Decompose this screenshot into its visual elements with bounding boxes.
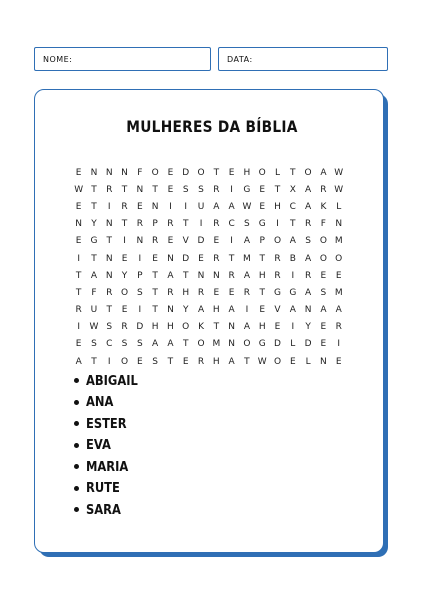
grid-letter: G <box>243 184 251 195</box>
grid-letter: O <box>197 339 205 350</box>
grid-letter: A <box>320 167 327 178</box>
grid-letter: A <box>152 339 159 350</box>
grid-letter: O <box>120 356 129 367</box>
grid-letter: E <box>121 305 128 316</box>
grid-letter: E <box>121 253 128 264</box>
grid-row <box>71 250 346 267</box>
grid-letter: A <box>320 305 327 316</box>
grid-letter: I <box>291 322 295 333</box>
grid-letter: R <box>152 236 159 247</box>
grid-letter: D <box>197 236 205 247</box>
grid-letter: E <box>335 356 342 367</box>
grid-letter: T <box>213 322 220 333</box>
grid-letter: R <box>335 322 342 333</box>
grid-letter: E <box>213 236 220 247</box>
name-field[interactable] <box>34 47 211 71</box>
grid-letter: D <box>304 339 312 350</box>
grid-letter: K <box>320 201 327 212</box>
grid-letter: N <box>228 322 235 333</box>
grid-letter: I <box>184 201 188 212</box>
grid-letter: O <box>258 167 266 178</box>
grid-letter: S <box>121 339 128 350</box>
grid-letter: R <box>304 270 312 281</box>
word-label: MARIA <box>86 458 129 475</box>
grid-letter: T <box>91 201 97 212</box>
grid-letter: A <box>228 356 235 367</box>
grid-letter: T <box>182 219 189 230</box>
grid-letter: U <box>90 305 98 316</box>
grid-letter: R <box>197 356 205 367</box>
grid-letter: E <box>75 201 82 212</box>
grid-letter: T <box>213 167 220 178</box>
grid-letter: E <box>152 253 158 264</box>
grid-letter: A <box>228 201 235 212</box>
grid-letter: R <box>243 287 251 298</box>
grid-letter: G <box>258 339 266 350</box>
grid-letter: E <box>136 356 143 367</box>
grid-letter: A <box>305 253 312 264</box>
grid-letter: A <box>305 184 312 195</box>
grid-letter: I <box>230 184 233 195</box>
grid-letter: N <box>167 253 174 264</box>
grid-letter: T <box>91 356 97 367</box>
grid-letter: H <box>167 322 174 333</box>
grid-letter: M <box>334 236 343 247</box>
grid-row <box>71 302 346 319</box>
date-field[interactable] <box>218 47 388 71</box>
grid-letter: E <box>182 356 189 367</box>
grid-letter: H <box>151 322 159 333</box>
word-list-item <box>74 413 147 435</box>
grid-letter: O <box>335 253 343 264</box>
word-label: EVA <box>86 437 111 454</box>
grid-letter: N <box>105 219 113 230</box>
grid-letter: T <box>75 270 82 281</box>
grid-letter: W <box>334 167 344 178</box>
grid-letter: A <box>167 339 174 350</box>
grid-letter: V <box>182 236 189 247</box>
grid-row <box>71 319 346 336</box>
grid-letter: I <box>169 201 172 212</box>
grid-letter: O <box>243 339 251 350</box>
grid-letter: S <box>305 236 311 247</box>
grid-letter: S <box>198 184 204 195</box>
grid-letter: S <box>91 339 97 350</box>
grid-letter: G <box>90 236 98 247</box>
grid-letter: P <box>259 236 265 247</box>
grid-letter: H <box>182 287 190 298</box>
grid-letter: D <box>136 322 144 333</box>
grid-letter: T <box>121 184 128 195</box>
name-label: NOME: <box>43 54 73 64</box>
grid-letter: A <box>243 236 250 247</box>
grid-letter: H <box>212 356 220 367</box>
grid-letter: T <box>290 167 296 178</box>
grid-letter: I <box>291 270 295 281</box>
grid-letter: R <box>213 219 220 230</box>
grid-letter: O <box>319 236 327 247</box>
grid-letter: I <box>245 305 249 316</box>
grid-letter: R <box>106 184 113 195</box>
grid-letter: T <box>91 253 97 264</box>
grid-letter: I <box>276 219 279 230</box>
grid-letter: D <box>274 339 281 350</box>
grid-letter: N <box>304 305 312 316</box>
grid-letter: W <box>242 201 252 212</box>
grid-letter: E <box>75 167 82 178</box>
grid-row <box>71 198 346 215</box>
grid-letter: P <box>152 219 158 230</box>
grid-letter: T <box>152 287 158 298</box>
grid-row <box>71 233 346 250</box>
grid-letter: W <box>257 356 267 367</box>
bullet-icon <box>74 507 79 512</box>
grid-letter: M <box>243 253 251 264</box>
grid-letter: M <box>334 287 343 298</box>
grid-letter: W <box>334 184 344 195</box>
bullet-icon <box>74 378 79 383</box>
grid-letter: T <box>152 270 158 281</box>
grid-row <box>71 353 346 370</box>
grid-letter: H <box>258 270 266 281</box>
grid-letter: F <box>137 167 143 178</box>
grid-letter: S <box>320 287 327 298</box>
grid-letter: W <box>89 322 99 333</box>
grid-letter: R <box>274 270 281 281</box>
grid-letter: X <box>289 184 296 195</box>
grid-letter: E <box>335 270 342 281</box>
grid-letter: H <box>243 167 251 178</box>
grid-letter: E <box>289 356 296 367</box>
grid-letter: O <box>120 287 129 298</box>
word-label: ABIGAIL <box>86 372 138 389</box>
grid-letter: A <box>335 305 342 316</box>
grid-letter: U <box>197 201 205 212</box>
word-list-item <box>74 392 147 414</box>
grid-letter: O <box>304 167 312 178</box>
grid-letter: N <box>105 167 113 178</box>
grid-letter: P <box>137 270 143 281</box>
grid-letter: T <box>106 236 112 247</box>
grid-letter: N <box>136 236 144 247</box>
word-list-item <box>74 456 147 478</box>
grid-letter: A <box>305 201 312 212</box>
grid-letter: I <box>123 236 126 247</box>
grid-letter: T <box>182 339 189 350</box>
grid-letter: T <box>167 356 174 367</box>
grid-letter: O <box>182 322 190 333</box>
grid-letter: G <box>274 287 281 298</box>
grid-letter: O <box>273 236 282 247</box>
bullet-icon <box>74 486 79 491</box>
grid-letter: E <box>228 167 235 178</box>
grid-letter: N <box>335 219 343 230</box>
grid-letter: D <box>182 253 190 264</box>
grid-letter: R <box>136 219 143 230</box>
grid-letter: R <box>75 305 82 316</box>
grid-letter: E <box>274 322 281 333</box>
grid-letter: S <box>136 339 143 350</box>
grid-letter: T <box>228 253 235 264</box>
grid-letter: N <box>167 305 174 316</box>
grid-letter: K <box>198 322 204 333</box>
grid-letter: T <box>152 184 158 195</box>
grid-letter: I <box>77 253 80 264</box>
grid-letter: O <box>319 253 327 264</box>
word-list-item <box>74 370 147 392</box>
grid-letter: Y <box>305 322 311 333</box>
grid-letter: L <box>336 201 342 212</box>
grid-letter: R <box>106 287 113 298</box>
grid-letter: T <box>182 270 189 281</box>
grid-row <box>71 284 346 301</box>
grid-row <box>71 336 346 353</box>
grid-letter: N <box>136 184 144 195</box>
word-list-item <box>74 435 147 457</box>
grid-letter: E <box>167 167 174 178</box>
word-list <box>74 370 147 521</box>
grid-letter: A <box>243 270 250 281</box>
grid-letter: N <box>228 339 235 350</box>
grid-letter: D <box>182 167 190 178</box>
grid-letter: A <box>213 201 220 212</box>
date-label: DATA: <box>227 54 253 64</box>
grid-letter: I <box>77 322 80 333</box>
grid-letter: L <box>290 339 296 350</box>
letter-grid <box>71 164 346 370</box>
bullet-icon <box>74 443 79 448</box>
grid-letter: N <box>90 167 98 178</box>
grid-letter: S <box>244 219 250 230</box>
grid-letter: A <box>75 356 82 367</box>
grid-letter: E <box>75 339 82 350</box>
word-label: ANA <box>86 394 114 411</box>
grid-letter: V <box>274 305 281 316</box>
grid-letter: F <box>320 219 326 230</box>
grid-letter: N <box>75 219 83 230</box>
grid-letter: E <box>213 287 220 298</box>
grid-letter: R <box>274 253 281 264</box>
grid-letter: E <box>167 184 174 195</box>
grid-letter: S <box>182 184 189 195</box>
grid-letter: S <box>106 322 113 333</box>
grid-letter: R <box>121 322 128 333</box>
grid-letter: I <box>107 356 111 367</box>
grid-letter: N <box>105 270 113 281</box>
grid-letter: I <box>138 253 142 264</box>
bullet-icon <box>74 421 79 426</box>
grid-letter: I <box>337 339 341 350</box>
grid-letter: R <box>197 287 205 298</box>
grid-letter: T <box>106 305 112 316</box>
grid-letter: G <box>289 287 297 298</box>
grid-letter: C <box>228 219 235 230</box>
grid-letter: N <box>105 253 113 264</box>
grid-letter: R <box>213 253 220 264</box>
word-label: SARA <box>86 501 121 518</box>
grid-letter: N <box>320 356 327 367</box>
grid-letter: E <box>198 253 204 264</box>
grid-letter: E <box>320 270 327 281</box>
grid-letter: E <box>136 201 143 212</box>
grid-letter: A <box>197 305 205 316</box>
grid-letter: N <box>197 270 205 281</box>
grid-letter: E <box>75 236 82 247</box>
grid-letter: R <box>213 184 220 195</box>
grid-letter: T <box>152 305 158 316</box>
grid-letter: H <box>212 305 220 316</box>
grid-letter: R <box>304 219 312 230</box>
grid-letter: Y <box>91 219 97 230</box>
grid-letter: N <box>151 201 159 212</box>
grid-letter: B <box>289 253 296 264</box>
grid-letter: T <box>75 287 82 298</box>
grid-letter: R <box>320 184 327 195</box>
grid-letter: Y <box>121 270 128 281</box>
grid-letter: S <box>136 287 143 298</box>
grid-letter: T <box>259 287 265 298</box>
grid-letter: O <box>197 167 205 178</box>
page-title: MULHERES DA BÍBLIA <box>126 117 298 136</box>
grid-letter: E <box>167 236 174 247</box>
grid-letter: A <box>289 236 296 247</box>
bullet-icon <box>74 464 79 469</box>
grid-letter: T <box>274 184 281 195</box>
grid-letter: N <box>212 270 220 281</box>
grid-letter: I <box>230 236 233 247</box>
grid-letter: E <box>228 287 235 298</box>
grid-letter: I <box>107 201 111 212</box>
word-label: ESTER <box>86 415 127 432</box>
grid-letter: L <box>275 167 281 178</box>
word-list-item <box>74 478 147 500</box>
grid-letter: R <box>228 270 235 281</box>
grid-letter: G <box>258 219 266 230</box>
grid-row <box>71 216 346 233</box>
grid-letter: I <box>138 305 142 316</box>
grid-letter: Y <box>182 305 189 316</box>
grid-letter: A <box>228 305 235 316</box>
word-label: RUTE <box>86 480 120 497</box>
word-list-item <box>74 499 147 521</box>
grid-letter: O <box>151 167 159 178</box>
grid-letter: R <box>167 287 174 298</box>
grid-letter: A <box>90 270 98 281</box>
grid-letter: E <box>320 339 327 350</box>
grid-letter: E <box>259 201 266 212</box>
grid-letter: T <box>244 356 250 367</box>
grid-letter: E <box>320 322 327 333</box>
grid-letter: L <box>305 356 311 367</box>
grid-letter: M <box>212 339 221 350</box>
grid-letter: A <box>305 287 312 298</box>
grid-letter: H <box>258 322 266 333</box>
grid-letter: A <box>167 270 174 281</box>
grid-row <box>71 181 346 198</box>
grid-letter: T <box>121 219 128 230</box>
grid-letter: C <box>106 339 113 350</box>
grid-letter: F <box>91 287 97 298</box>
grid-letter: E <box>259 305 266 316</box>
grid-letter: W <box>74 184 84 195</box>
grid-letter: A <box>243 322 250 333</box>
grid-letter: C <box>289 201 296 212</box>
bullet-icon <box>74 400 79 405</box>
grid-letter: E <box>259 184 266 195</box>
grid-letter: O <box>273 356 282 367</box>
grid-letter: T <box>259 253 265 264</box>
grid-row <box>71 267 346 284</box>
grid-letter: R <box>121 201 128 212</box>
grid-letter: I <box>199 219 203 230</box>
grid-letter: A <box>289 305 296 316</box>
grid-letter: N <box>121 167 128 178</box>
grid-letter: T <box>290 219 296 230</box>
grid-row <box>71 164 346 181</box>
grid-letter: R <box>167 219 174 230</box>
grid-letter: H <box>274 201 281 212</box>
grid-letter: T <box>91 184 97 195</box>
grid-letter: S <box>152 356 158 367</box>
